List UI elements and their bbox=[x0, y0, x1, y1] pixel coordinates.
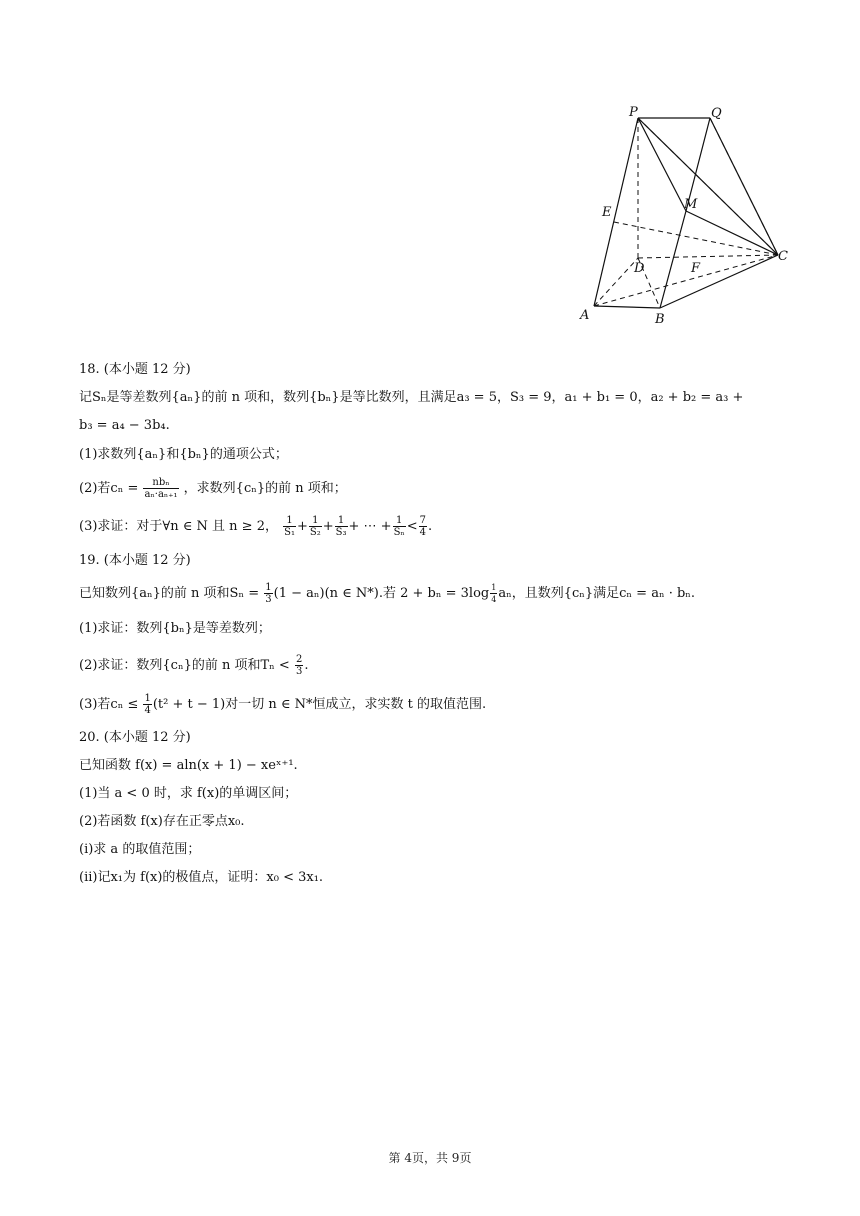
problem-20-part-1: (1)当 a < 0 时，求 f(x)的单调区间； bbox=[79, 786, 298, 801]
part-3-suffix: (t² + t − 1)对一切 n ∈ N*恒成立，求实数 t 的取值范围. bbox=[152, 697, 487, 712]
edge-AB bbox=[594, 306, 660, 308]
edge-AC bbox=[594, 255, 778, 306]
problem-20-header: 20. (本小题 12 分) bbox=[79, 730, 191, 745]
edge-EC bbox=[614, 222, 778, 255]
problem-18-part-1: (1)求数列{aₙ}和{bₙ}的通项公式； bbox=[79, 447, 288, 462]
page-footer: 第 4页，共 9页 bbox=[388, 1151, 472, 1165]
label-D: D bbox=[634, 261, 645, 276]
problem-content bbox=[79, 360, 779, 892]
part-2-prefix: (2)若cₙ = bbox=[79, 481, 143, 496]
fraction-1-s1: $\frac{1}{\text{S₁}}$ bbox=[284, 515, 295, 538]
fraction-log-base: $\frac{1}{4}$ bbox=[491, 583, 497, 604]
problem-19 bbox=[79, 546, 779, 724]
label-M: M bbox=[684, 197, 698, 212]
label-F: F bbox=[691, 261, 701, 276]
fraction-1-s3: $\frac{1}{\text{S₃}}$ bbox=[335, 515, 347, 538]
label-Q: Q bbox=[711, 106, 722, 121]
problem-19-part-1: (1)求证：数列{bₙ}是等差数列； bbox=[79, 621, 271, 636]
fraction-1-sn: $\frac{1}{\text{Sₙ}}$ bbox=[393, 515, 405, 538]
geometry-figure bbox=[570, 98, 800, 330]
problem-19-header: 19. (本小题 12 分) bbox=[79, 553, 191, 568]
fraction-7-4: $\frac{7}{4}$ bbox=[419, 515, 427, 538]
problem-20 bbox=[79, 724, 779, 892]
problem-20-part-2-i: (i)求 a 的取值范围； bbox=[79, 842, 201, 857]
edge-PA bbox=[594, 118, 638, 306]
problem-18-stem-1: 记Sₙ是等差数列{aₙ}的前 n 项和，数列{bₙ}是等比数列，且满足a₃ = 5，S₃ = 9，a₁ + b₁ = 0，a₂ + b₂ = a₃ + bbox=[79, 390, 744, 405]
edge-DC bbox=[638, 255, 778, 258]
label-P: P bbox=[629, 105, 638, 120]
problem-18-header: 18. (本小题 12 分) bbox=[79, 362, 191, 377]
fraction-1-4: $\frac{1}{4}$ bbox=[144, 693, 151, 716]
edge-BC bbox=[660, 255, 778, 308]
stem-part-b: (1 − aₙ)(n ∈ N*).若 2 + bₙ = 3log bbox=[273, 586, 490, 601]
problem-20-part-2: (2)若函数 f(x)存在正零点x₀. bbox=[79, 814, 245, 829]
fraction-numerator: nbₙ bbox=[143, 477, 178, 489]
edge-MB bbox=[660, 211, 686, 308]
problem-18-part-2 bbox=[79, 470, 779, 508]
problem-19-stem bbox=[79, 576, 779, 612]
stem-part-c: aₙ，且数列{cₙ}满足cₙ = aₙ · bₙ. bbox=[498, 586, 696, 601]
fraction-2-3: $\frac{2}{3}$ bbox=[295, 654, 303, 677]
problem-18-part-3: (3)求证：对于∀n ∈ N 且 n ≥ 2， $\frac{1}{\text{S₁}}$ + $\frac{1}{\text{S₂}}$ + $\frac{1}{\text{S₃}}$ + ⋯ + $\frac{1}{\text{Sₙ}}$ < $\frac{7}{4}$ . bbox=[79, 515, 433, 538]
edge-MC bbox=[686, 211, 778, 255]
label-A: A bbox=[580, 308, 590, 323]
part-2-suffix: ，求数列{cₙ}的前 n 项和； bbox=[183, 481, 347, 496]
label-C: C bbox=[778, 249, 788, 264]
stem-part-a: 已知数列{aₙ}的前 n 项和Sₙ = bbox=[79, 586, 264, 601]
problem-19-part-3 bbox=[79, 686, 779, 724]
pyramid-diagram bbox=[570, 98, 800, 330]
fraction-1-s2: $\frac{1}{\text{S₂}}$ bbox=[309, 515, 321, 538]
part-3-prefix: (3)若cₙ ≤ bbox=[79, 697, 143, 712]
problem-18-stem-2: b₃ = a₄ − 3b₄. bbox=[79, 418, 170, 433]
fraction-1-3: $\frac{1}{3}$ bbox=[265, 582, 272, 605]
part-2-text: (2)求证：数列{cₙ}的前 n 项和Tₙ < bbox=[79, 658, 294, 673]
label-E: E bbox=[602, 205, 612, 220]
fraction-denominator: aₙ·aₙ₊₁ bbox=[144, 489, 178, 500]
label-B: B bbox=[655, 312, 665, 327]
problem-20-stem: 已知函数 f(x) = aln(x + 1) − xeˣ⁺¹. bbox=[79, 758, 298, 773]
edge-PM bbox=[638, 118, 686, 211]
edge-PC-dash bbox=[710, 118, 778, 255]
problem-19-part-2: (2)求证：数列{cₙ}的前 n 项和Tₙ < $\frac{2}{3}$ . bbox=[79, 654, 309, 677]
fraction-cn bbox=[143, 477, 178, 500]
problem-18 bbox=[79, 360, 779, 546]
problem-20-part-2-ii: (ii)记x₁为 f(x)的极值点，证明：x₀ < 3x₁. bbox=[79, 870, 324, 885]
part-3-prefix: (3)求证：对于∀n ∈ N 且 n ≥ 2， bbox=[79, 519, 278, 534]
edge-AD bbox=[594, 258, 638, 306]
